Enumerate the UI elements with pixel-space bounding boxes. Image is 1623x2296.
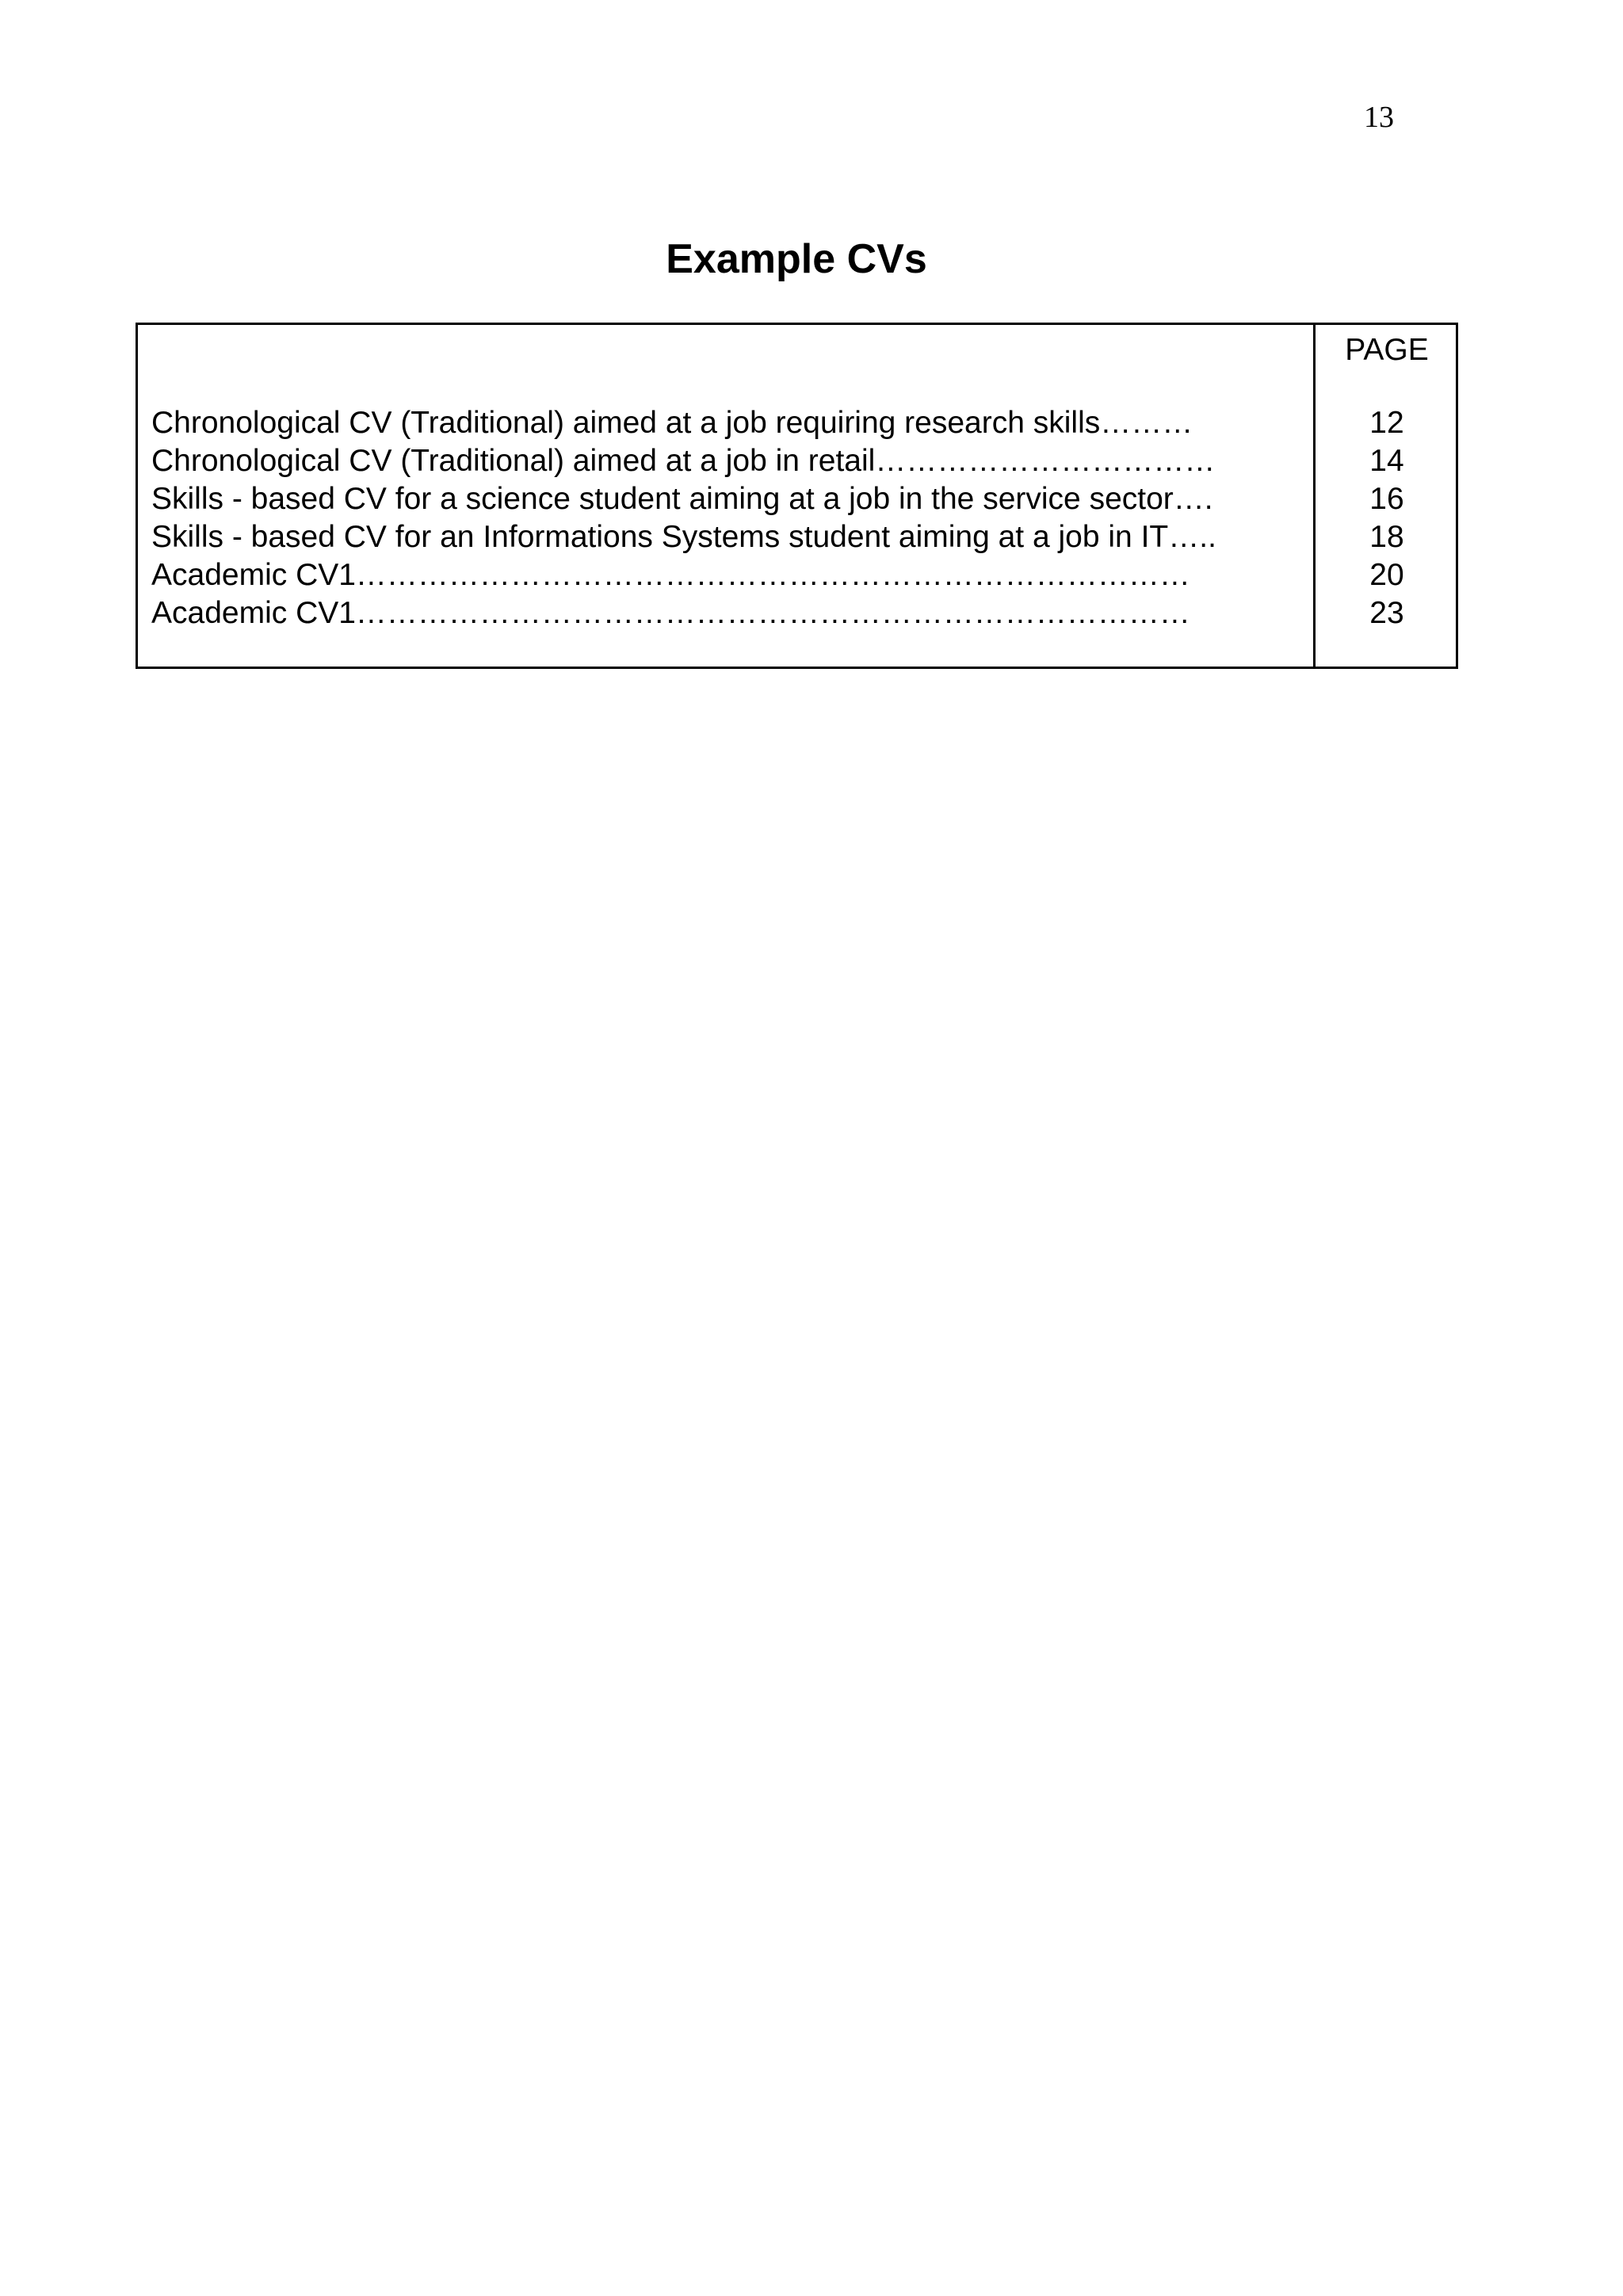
toc-entry-page: 18 [1369,520,1404,554]
toc-entry-page: 20 [1369,558,1404,592]
page-title: Example CVs [666,236,927,282]
toc-entry-label: Chronological CV (Traditional) aimed at a job in retail…………………………… [151,444,1216,478]
toc-table [136,323,1458,669]
toc-entries [151,404,1308,632]
toc-entry-page: 16 [1369,482,1404,516]
toc-entry-label: Academic CV1……………………………………………………………………… [151,596,1190,630]
toc-entry-page: 23 [1369,596,1404,630]
page-column-header: PAGE [1345,333,1429,367]
toc-entry-label: Skills - based CV for a science student aiming at a job in the service sector…. [151,482,1213,516]
toc-page-numbers [1316,404,1458,632]
toc-entry-label: Chronological CV (Traditional) aimed at a job requiring research skills……… [151,406,1193,440]
toc-entry-page: 12 [1369,406,1404,440]
toc-entry-label: Academic CV1……………………………………………………………………… [151,558,1190,592]
toc-entry-label: Skills - based CV for an Informations Systems student aiming at a job in IT….. [151,520,1216,554]
toc-entry-page: 14 [1369,444,1404,478]
page-number: 13 [1364,101,1394,134]
